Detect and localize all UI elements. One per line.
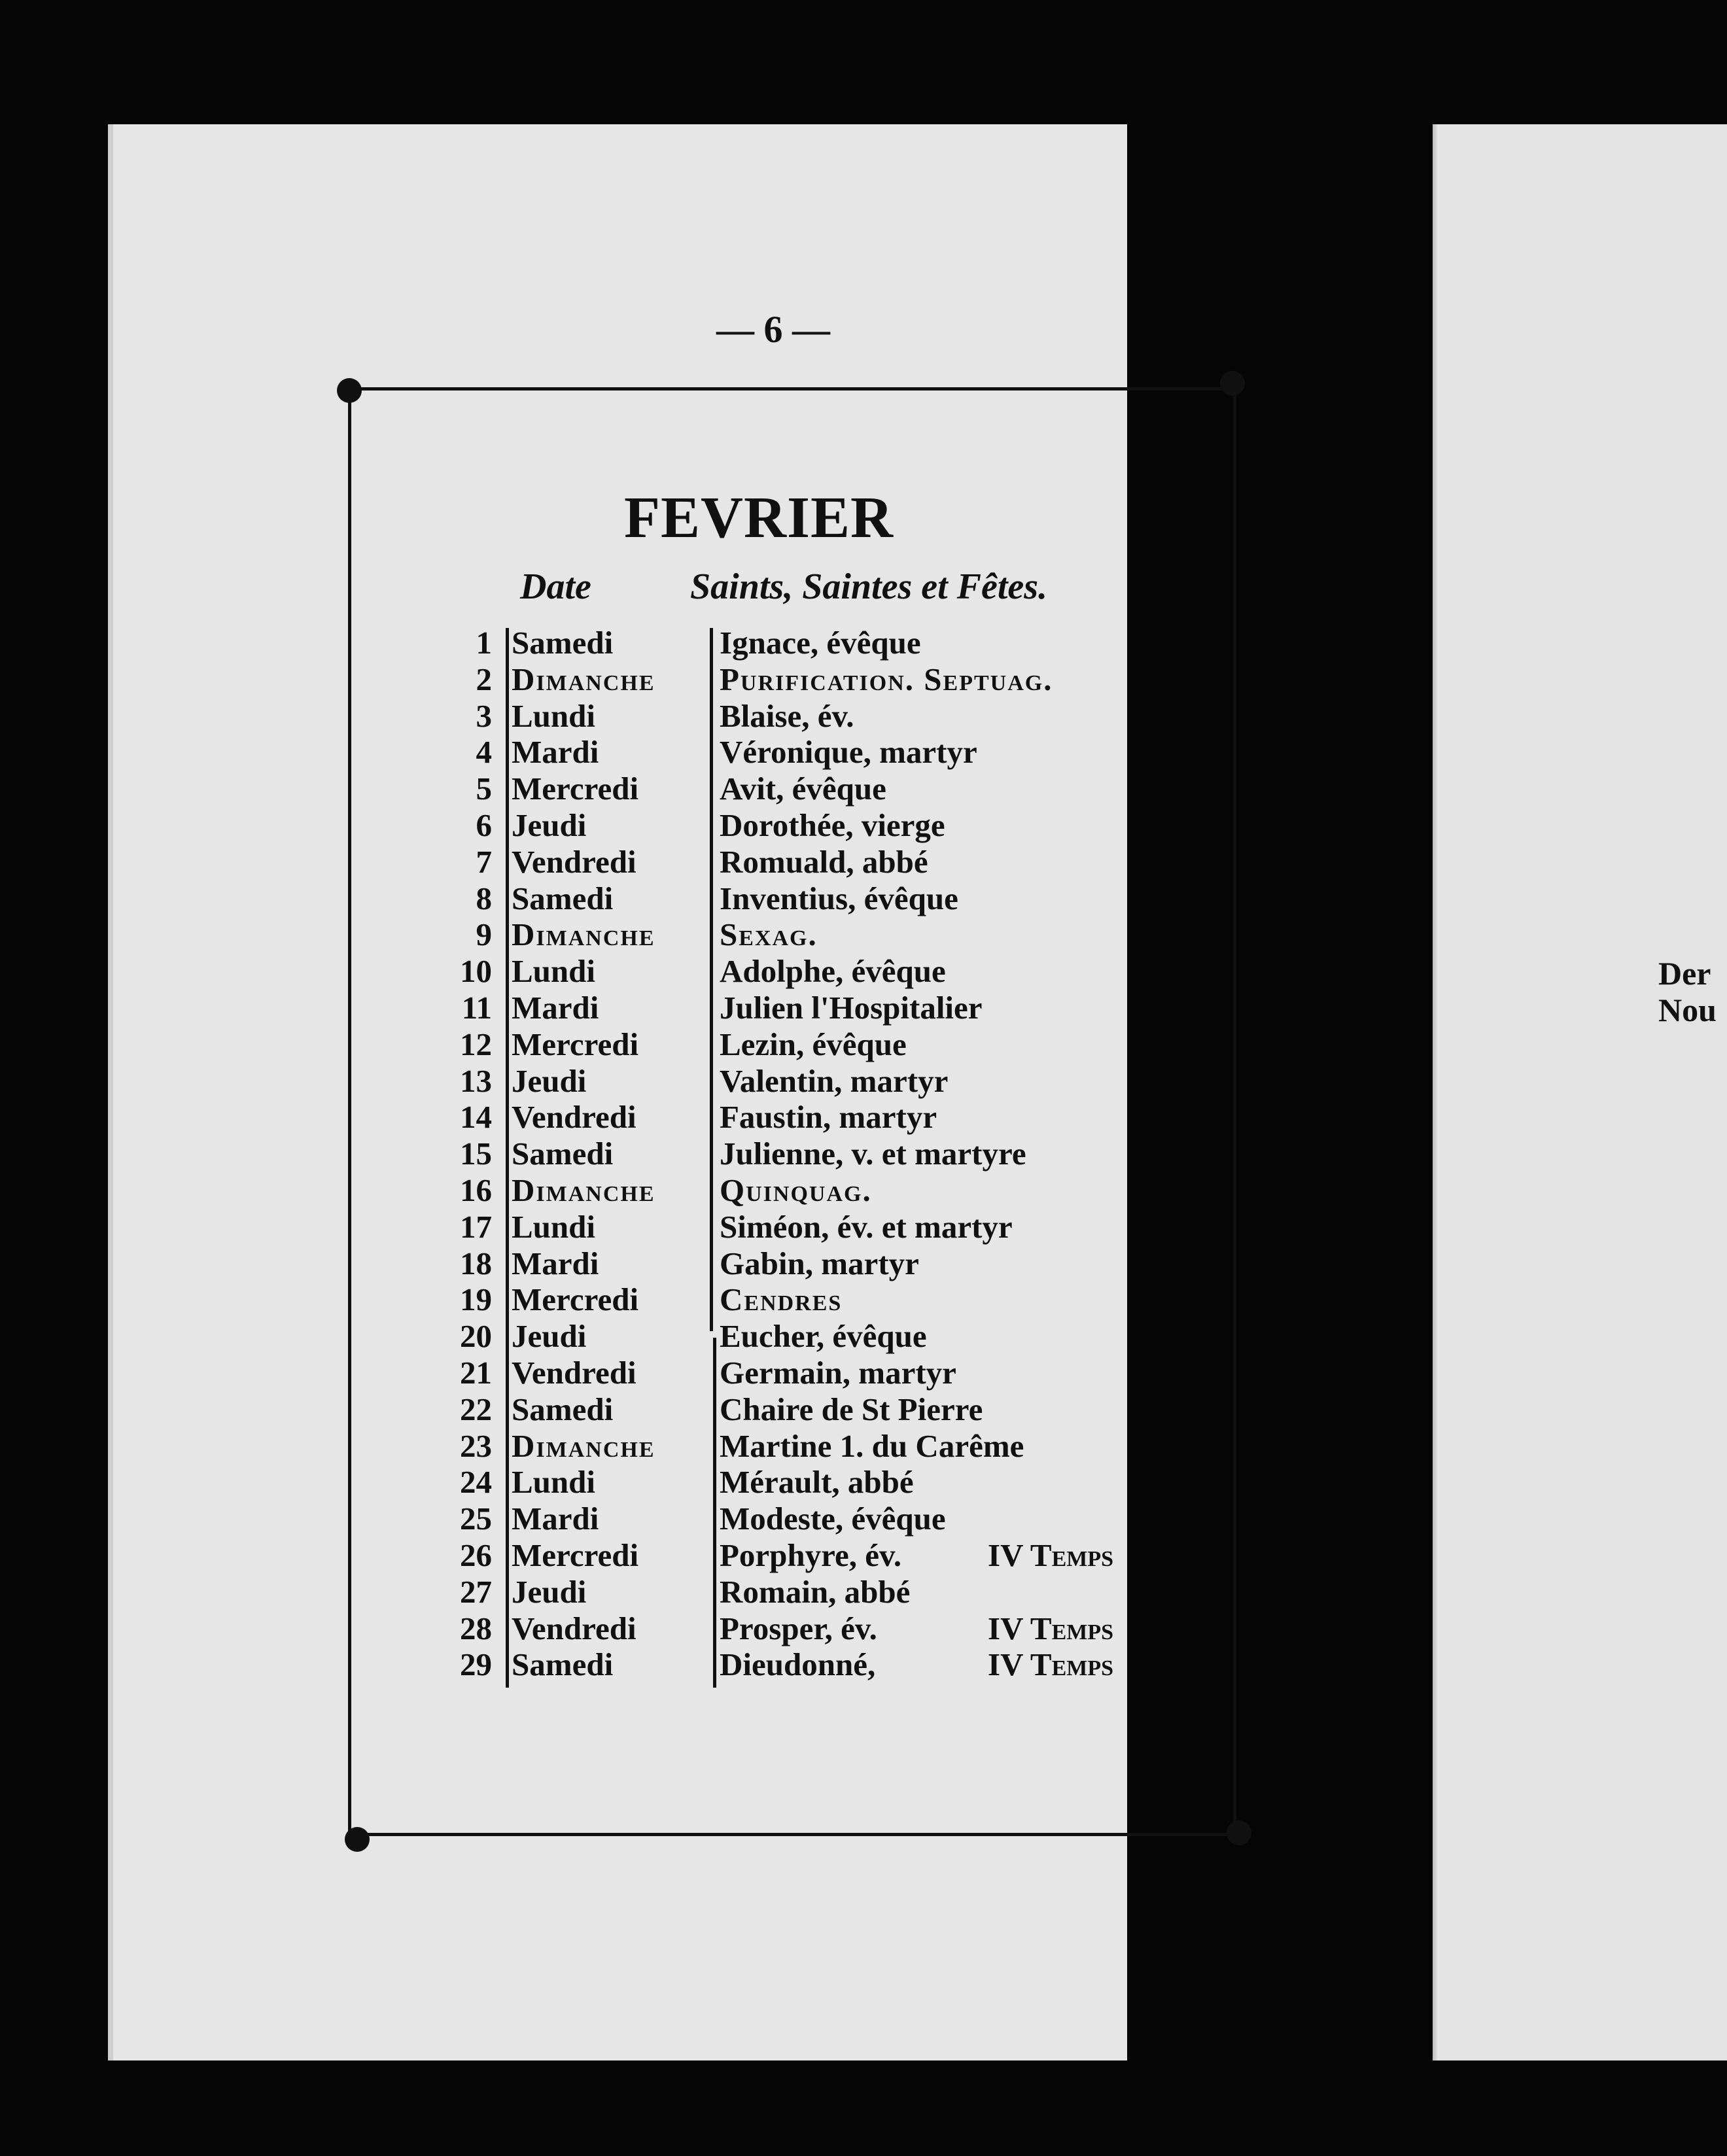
day-number: 7 (476, 843, 492, 880)
weekday-name: Dimanche (512, 1427, 655, 1464)
weekday-name: Mardi (512, 734, 599, 771)
weekday-name: Vendredi (512, 1099, 637, 1136)
weekday-name: Mercredi (512, 1281, 639, 1318)
weekday-name: Lundi (512, 1464, 596, 1501)
saint-name: Siméon, év. et martyr (720, 1208, 1013, 1245)
day-number: 26 (460, 1537, 492, 1573)
saint-name: Faustin, martyr (720, 1099, 937, 1136)
saint-name: Romuald, abbé (720, 843, 928, 880)
saint-name: Lezin, évêque (720, 1026, 907, 1062)
weekday-name: Dimanche (512, 1172, 655, 1208)
saint-name: Véronique, martyr (720, 734, 977, 771)
frame-bottom-rule (357, 1833, 1240, 1836)
saint-divider-line-lower (713, 1338, 716, 1688)
weekday-name: Samedi (512, 1391, 614, 1427)
saints-column-header: Saints, Saintes et Fêtes. (690, 566, 1048, 607)
day-number: 29 (460, 1646, 492, 1683)
saint-name: Gabin, martyr (720, 1245, 919, 1281)
day-number: 10 (460, 953, 492, 990)
day-number: 17 (460, 1208, 492, 1245)
day-number: 12 (460, 1026, 492, 1062)
feast-note: IV Temps (988, 1537, 1114, 1573)
day-number: 18 (460, 1245, 492, 1281)
weekday-name: Mercredi (512, 1537, 639, 1573)
weekday-name: Samedi (512, 880, 614, 916)
weekday-name: Jeudi (512, 1062, 587, 1099)
feast-note: IV Temps (988, 1610, 1114, 1646)
saint-name: Germain, martyr (720, 1355, 956, 1391)
right-page-line-1: Der (1658, 955, 1711, 992)
frame-corner-dot (1227, 1820, 1251, 1845)
weekday-name: Mercredi (512, 1026, 639, 1062)
day-number: 1 (476, 625, 492, 661)
day-number: 28 (460, 1610, 492, 1646)
day-number: 11 (461, 990, 492, 1026)
day-number: 8 (476, 880, 492, 916)
right-page (1439, 124, 1727, 2060)
weekday-name: Dimanche (512, 916, 655, 953)
day-number: 14 (460, 1099, 492, 1136)
saint-name: Julienne, v. et martyre (720, 1136, 1026, 1172)
day-number: 15 (460, 1136, 492, 1172)
saint-name: Romain, abbé (720, 1573, 911, 1610)
frame-corner-dot (345, 1827, 370, 1852)
weekday-name: Lundi (512, 953, 596, 990)
right-page-text (1658, 955, 1717, 1028)
day-number: 22 (460, 1391, 492, 1427)
saint-name: Adolphe, évêque (720, 953, 946, 990)
weekday-name: Jeudi (512, 807, 587, 843)
weekday-name: Samedi (512, 1646, 614, 1683)
weekday-name: Vendredi (512, 1610, 637, 1646)
month-title: FEVRIER (623, 485, 894, 550)
frame-left-rule (348, 391, 351, 1836)
day-number: 5 (476, 771, 492, 807)
day-number: 13 (460, 1062, 492, 1099)
saint-name: Purification. Septuag. (720, 661, 1053, 697)
saint-name: Eucher, évêque (720, 1318, 927, 1355)
weekday-name: Samedi (512, 625, 614, 661)
day-number: 23 (460, 1427, 492, 1464)
weekday-name: Mardi (512, 1245, 599, 1281)
frame-right-rule (1233, 389, 1236, 1835)
frame-corner-dot (337, 378, 362, 403)
day-number: 24 (460, 1464, 492, 1501)
date-column-header: Date (520, 566, 591, 607)
weekday-name: Jeudi (512, 1318, 587, 1355)
day-number: 27 (460, 1573, 492, 1610)
weekday-name: Dimanche (512, 661, 655, 697)
weekday-name: Vendredi (512, 1355, 637, 1391)
day-number: 19 (460, 1281, 492, 1318)
left-page (108, 124, 1127, 2060)
day-number: 2 (476, 661, 492, 697)
weekday-name: Jeudi (512, 1573, 587, 1610)
page-number: — 6 — (716, 308, 830, 351)
weekday-name: Mardi (512, 990, 599, 1026)
weekday-name: Mardi (512, 1501, 599, 1537)
day-number: 25 (460, 1501, 492, 1537)
frame-top-rule (348, 387, 1233, 391)
weekday-name: Lundi (512, 1208, 596, 1245)
day-number: 20 (460, 1318, 492, 1355)
weekday-name: Mercredi (512, 771, 639, 807)
saint-name: Porphyre, év. (720, 1537, 902, 1573)
saint-name: Martine 1. du Carême (720, 1427, 1024, 1464)
day-number: 9 (476, 916, 492, 953)
weekday-name: Vendredi (512, 843, 637, 880)
saint-name: Valentin, martyr (720, 1062, 949, 1099)
day-number: 6 (476, 807, 492, 843)
saint-name: Prosper, év. (720, 1610, 877, 1646)
saint-name: Julien l'Hospitalier (720, 990, 983, 1026)
saint-name: Mérault, abbé (720, 1464, 914, 1501)
day-number: 3 (476, 697, 492, 734)
saint-name: Blaise, év. (720, 697, 854, 734)
day-divider-line (506, 628, 509, 1688)
saint-name: Dieudonné, (720, 1646, 876, 1683)
feast-note: IV Temps (988, 1646, 1114, 1683)
saint-name: Modeste, évêque (720, 1501, 946, 1537)
day-number: 21 (460, 1355, 492, 1391)
saint-divider-line-upper (710, 628, 713, 1331)
day-number: 4 (476, 734, 492, 771)
day-number: 16 (460, 1172, 492, 1208)
saint-name: Quinquag. (720, 1172, 872, 1208)
weekday-name: Lundi (512, 697, 596, 734)
saint-name: Avit, évêque (720, 771, 886, 807)
right-page-line-2: Nou (1658, 992, 1717, 1028)
frame-corner-dot (1220, 371, 1245, 396)
saint-name: Dorothée, vierge (720, 807, 945, 843)
saint-name: Ignace, évêque (720, 625, 921, 661)
saint-name: Inventius, évêque (720, 880, 958, 916)
saint-name: Sexag. (720, 916, 818, 953)
saint-name: Cendres (720, 1281, 843, 1318)
saint-name: Chaire de St Pierre (720, 1391, 983, 1427)
weekday-name: Samedi (512, 1136, 614, 1172)
